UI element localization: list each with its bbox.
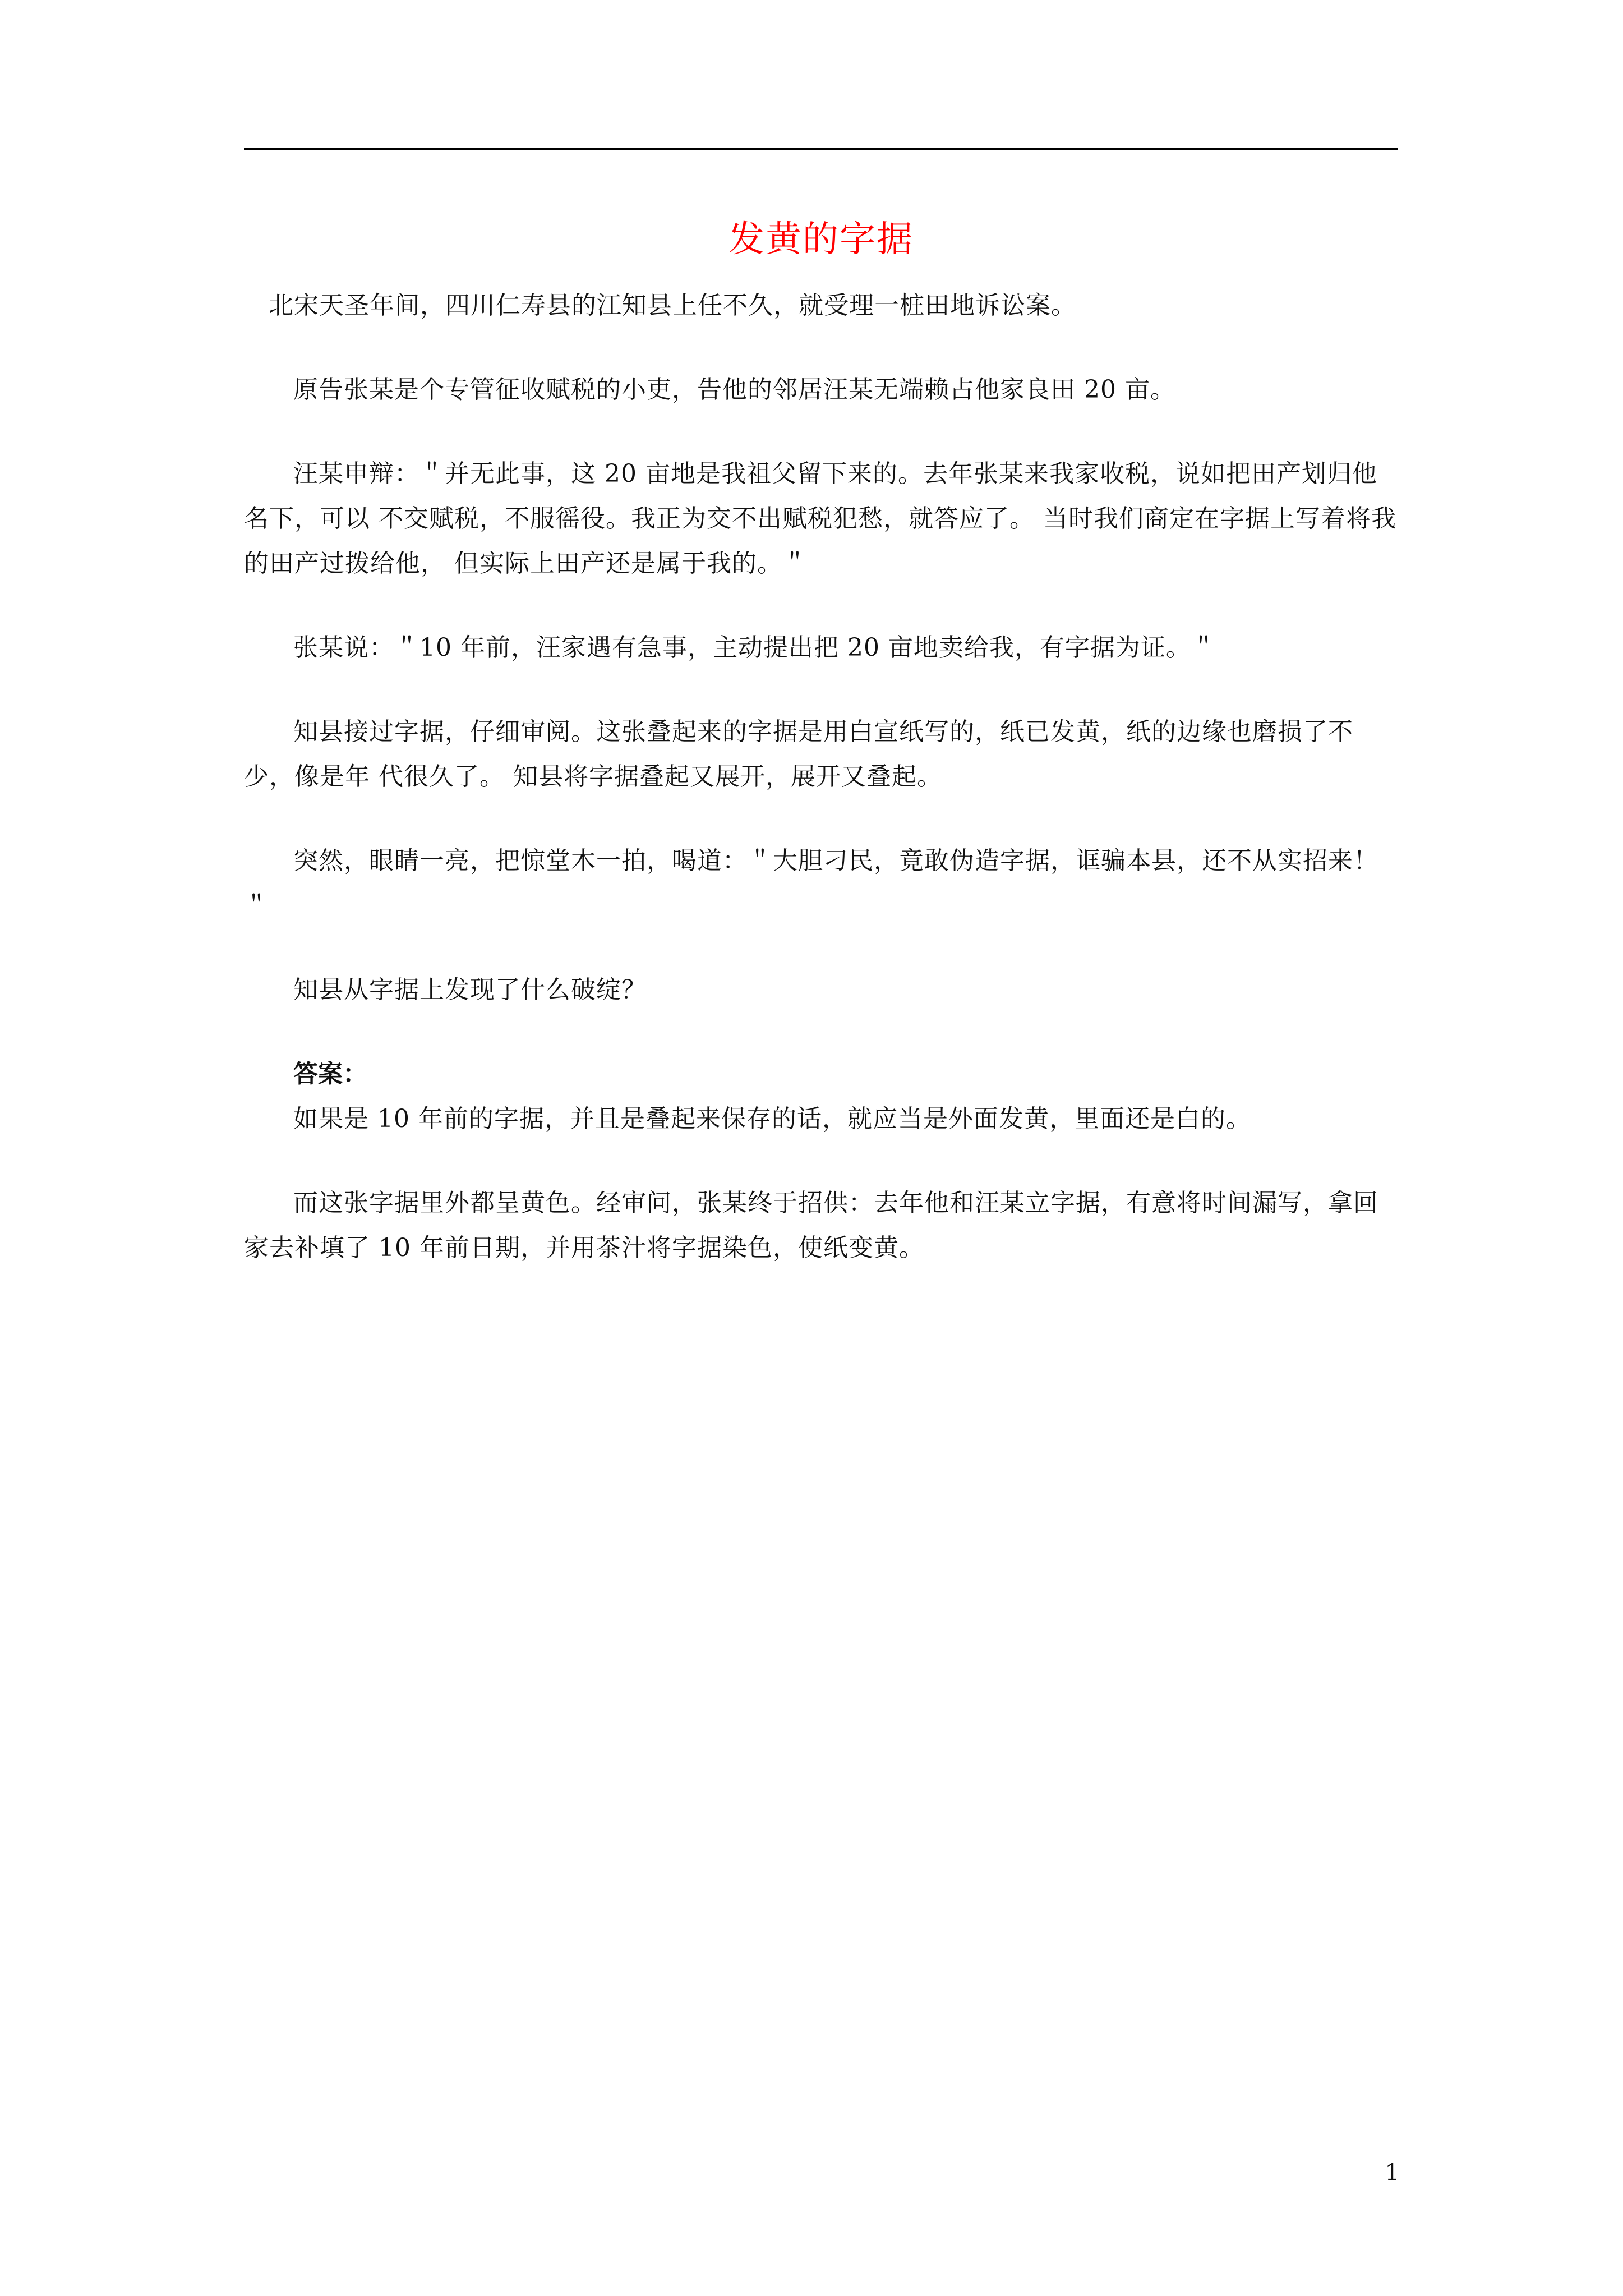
answer-paragraph-1: 如果是 10 年前的字据，并且是叠起来保存的话，就应当是外面发黄，里面还是白的。	[293, 1105, 1251, 1133]
document-body	[244, 283, 1398, 1310]
paragraph-4: 张某说：＂10 年前，汪家遇有急事，主动提出把 20 亩地卖给我，有字据为证。＂	[293, 633, 1216, 662]
document-title: 发黄的字据	[728, 219, 914, 260]
paragraph-6: 突然，眼睛一亮，把惊堂木一拍，喝道：＂大胆刁民，竟敢伪造字据，诓骗本县，还不从实招来！＂	[244, 846, 1378, 920]
page-number: 1	[1385, 2160, 1399, 2185]
paragraph-5: 知县接过字据，仔细审阅。这张叠起来的字据是用白宣纸写的，纸已发黄，纸的边缘也磨损了不少，像是年 代很久了。 知县将字据叠起又展开，展开又叠起。	[244, 717, 1353, 791]
header-rule	[244, 148, 1398, 150]
answer-paragraph-2: 而这张字据里外都呈黄色。经审问，张某终于招供：去年他和汪某立字据，有意将时间漏写，拿回家去补填了 10 年前日期，并用茶汁将字据染色，使纸变黄。	[244, 1189, 1378, 1262]
answer-label: 答案：	[293, 1060, 367, 1088]
paragraph-3: 汪某申辩：＂并无此事，这 20 亩地是我祖父留下来的。去年张某来我家收税，说如把田产划归他名下，可以 不交赋税，不服徭役。我正为交不出赋税犯愁，就答应了。 当时我们商定在字据上写着将我的田产过拨给他， 但实际上田产还是属于我的。＂	[244, 459, 1396, 578]
paragraph-1: 北宋天圣年间，四川仁寿县的江知县上任不久，就受理一桩田地诉讼案。	[269, 291, 1076, 320]
paragraph-2: 原告张某是个专管征收赋税的小吏，告他的邻居汪某无端赖占他家良田 20 亩。	[293, 375, 1175, 404]
question-paragraph: 知县从字据上发现了什么破绽？	[293, 976, 647, 1004]
